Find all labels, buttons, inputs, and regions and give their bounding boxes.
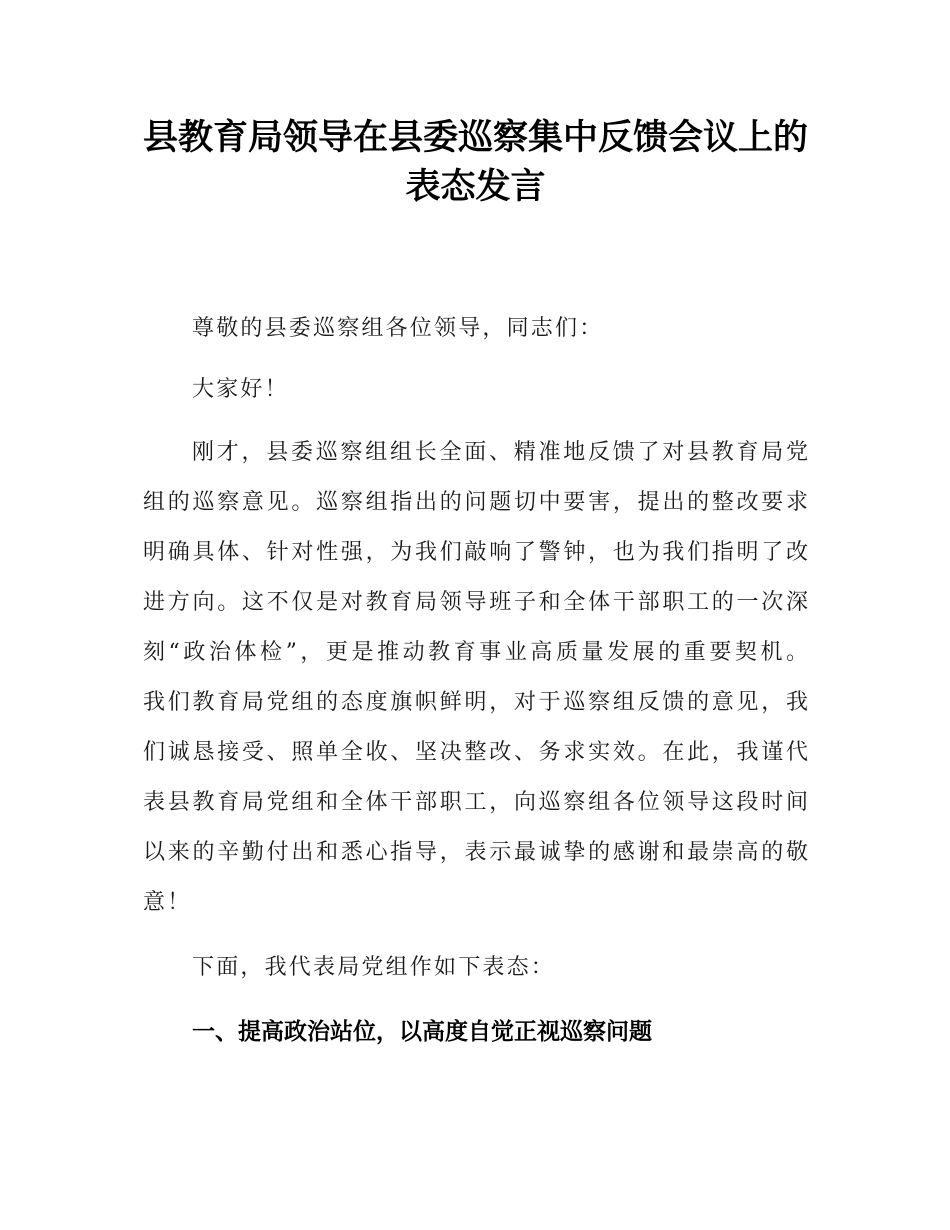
paragraph-line: 进方向。这不仅是对教育局领导班子和全体干部职工的一次深 bbox=[143, 590, 808, 615]
section-heading-1: 一、提高政治站位，以高度自觉正视巡察问题 bbox=[192, 1019, 652, 1045]
paragraph-line: 表县教育局党组和全体干部职工，向巡察组各位领导这段时间 bbox=[143, 790, 808, 815]
salutation: 尊敬的县委巡察组各位领导，同志们： bbox=[192, 316, 604, 341]
paragraph-line: 组的巡察意见。巡察组指出的问题切中要害，提出的整改要求 bbox=[143, 490, 808, 515]
paragraph-line: 以来的辛勤付出和悉心指导，表示最诚挚的感谢和最崇高的敬 bbox=[143, 840, 808, 865]
paragraph-line: 明确具体、针对性强，为我们敲响了警钟，也为我们指明了改 bbox=[143, 540, 808, 565]
greeting: 大家好！ bbox=[192, 377, 289, 402]
document-title-line-2: 表态发言 bbox=[405, 167, 546, 207]
paragraph-line: 我们教育局党组的态度旗帜鲜明，对于巡察组反馈的意见，我 bbox=[143, 690, 808, 715]
paragraph-line: 刚才，县委巡察组组长全面、精准地反馈了对县教育局党 bbox=[192, 440, 808, 465]
paragraph-line: 们诚恳接受、照单全收、坚决整改、务求实效。在此，我谨代 bbox=[143, 740, 808, 765]
paragraph-2: 下面，我代表局党组作如下表态： bbox=[192, 955, 556, 980]
document-title-line-1: 县教育局领导在县委巡察集中反馈会议上的 bbox=[143, 118, 809, 158]
paragraph-line: 刻“政治体检”，更是推动教育事业高质量发展的重要契机。 bbox=[143, 640, 808, 665]
paragraph-line: 意！ bbox=[143, 890, 192, 915]
